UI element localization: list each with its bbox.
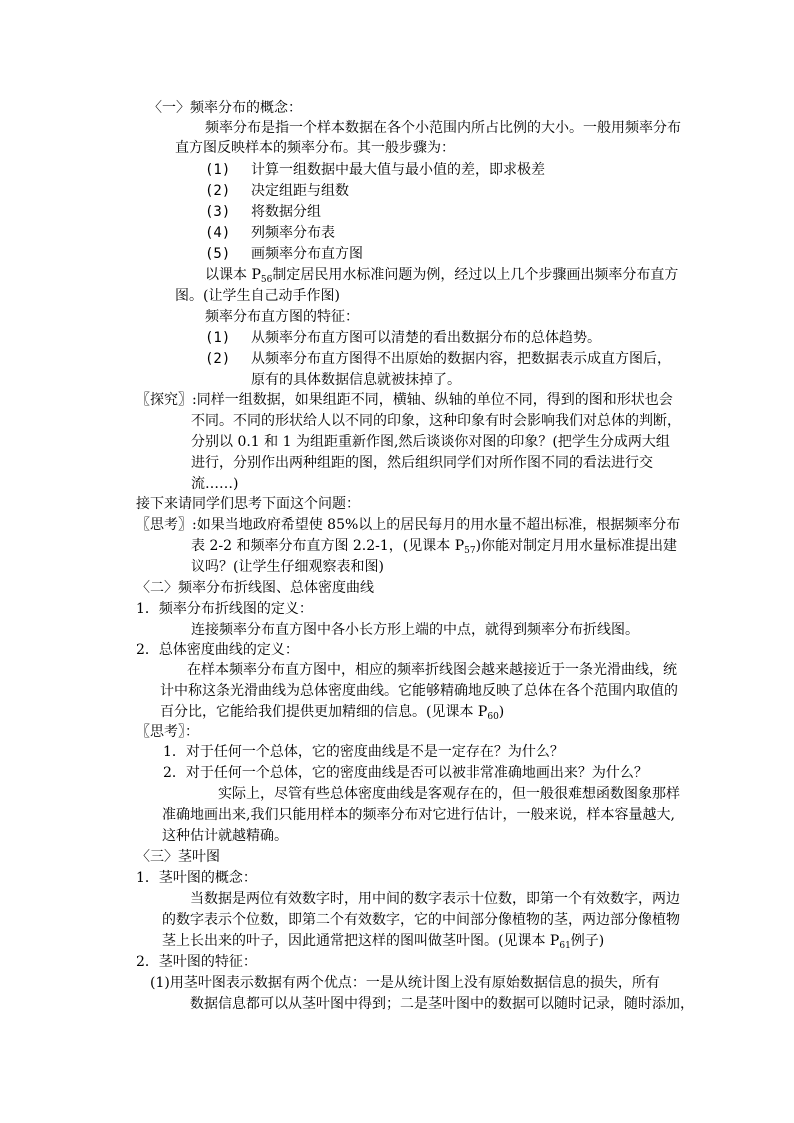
section-3-item-1-title: 1．茎叶图的概念： bbox=[136, 870, 257, 886]
answer-line-2: 准确地画出来,我们只能用样本的频率分布对它进行估计，一般来说，样本容量越大, bbox=[162, 807, 675, 823]
section-3-item-1-line-1: 当数据是两位有效数字时，用中间的数字表示十位数，即第一个有效数字，两边 bbox=[190, 891, 680, 907]
think-2-heading: 〖思考〗： bbox=[136, 724, 199, 740]
section-3-item-1-line-2: 的数字表示个位数，即第二个有效数字，它的中间部分像植物的茎，两边部分像植物 bbox=[162, 912, 680, 928]
section-1-heading: 〈一〉频率分布的概念： bbox=[148, 100, 302, 116]
section-2-item-2-line-1: 在样本频率分布直方图中，相应的频率折线图会越来越接近于一条光滑曲线，统 bbox=[187, 662, 677, 678]
step-text: 将数据分组 bbox=[251, 204, 321, 220]
example-line-2: 图。(让学生自己动手作图) bbox=[175, 288, 340, 304]
explore-line-5: 流……) bbox=[191, 476, 239, 492]
step-5 bbox=[205, 244, 363, 264]
explore-line-3: 分别以 0.1 和 1 为组距重新作图,然后谈谈你对图的印象？(把学生分成两大组 bbox=[191, 434, 670, 450]
feature-1 bbox=[205, 328, 601, 348]
example-text-post: 制定居民用水标准问题为例，经过以上几个步骤画出频率分布直方 bbox=[272, 267, 679, 283]
explore-line-2: 不同。不同的形状给人以不同的印象，这种印象有时会影响我们对总体的判断， bbox=[191, 413, 681, 429]
question-2: 2．对于任何一个总体，它的密度曲线是否可以被非常准确地画出来？为什么？ bbox=[163, 765, 648, 781]
transition-text: 接下来请同学们思考下面这个问题： bbox=[136, 496, 360, 512]
features-heading: 频率分布直方图的特征： bbox=[205, 309, 359, 325]
step-number: (2) bbox=[205, 183, 231, 199]
section-2-text-post: ) bbox=[498, 704, 505, 720]
section-3-text-post: 例子) bbox=[570, 933, 605, 949]
step-number: (4) bbox=[205, 225, 231, 241]
step-4 bbox=[205, 223, 335, 243]
step-2 bbox=[205, 181, 349, 201]
step-number: (3) bbox=[205, 204, 231, 220]
feature-text: 从频率分布直方图得不出原始的数据内容，把数据表示成直方图后， bbox=[251, 351, 671, 367]
section-3-heading: 〈三〉茎叶图 bbox=[136, 849, 220, 865]
section-2-text-pre: 百分比，它能给我们提供更加精细的信息。(见课本 P bbox=[160, 704, 488, 720]
section-1-definition-line-1: 频率分布是指一个样本数据在各个小范围内所占比例的大小。一般用频率分布 bbox=[205, 120, 681, 136]
section-2-item-2-title: 2．总体密度曲线的定义： bbox=[136, 642, 299, 658]
step-text: 决定组距与组数 bbox=[251, 183, 349, 199]
step-text: 画频率分布直方图 bbox=[251, 246, 363, 262]
step-text: 列频率分布表 bbox=[251, 225, 335, 241]
answer-line-3: 这种估计就越精确。 bbox=[162, 828, 288, 844]
think-text-post: )你能对制定月用水量标准提出建 bbox=[475, 538, 678, 554]
step-number: (1) bbox=[205, 162, 231, 178]
answer-line-1: 实际上，尽管有些总体密度曲线是客观存在的，但一般很难想函数图象那样 bbox=[218, 786, 680, 802]
feature-2-continuation: 原有的具体数据信息就被抹掉了。 bbox=[251, 372, 461, 388]
feature-text: 从频率分布直方图可以清楚的看出数据分布的总体趋势。 bbox=[251, 330, 601, 346]
section-3-item-2-line-2: 数据信息都可以从茎叶图中得到；二是茎叶图中的数据可以随时记录，随时添加， bbox=[190, 996, 694, 1012]
question-1: 1．对于任何一个总体，它的密度曲线是不是一定存在？为什么？ bbox=[163, 744, 564, 760]
step-text: 计算一组数据中最大值与最小值的差，即求极差 bbox=[251, 162, 545, 178]
feature-2 bbox=[205, 349, 671, 369]
feature-number: (1) bbox=[205, 330, 231, 346]
think-line-1: 〖思考〗:如果当地政府希望使 85%以上的居民每月的用水量不超出标准，根据频率分布 bbox=[136, 517, 681, 533]
feature-number: (2) bbox=[205, 351, 231, 367]
section-1-definition-line-2: 直方图反映样本的频率分布。其一般步骤为： bbox=[175, 140, 455, 156]
section-2-item-2-line-3 bbox=[160, 702, 504, 727]
section-2-item-1-title: 1．频率分布折线图的定义： bbox=[136, 601, 313, 617]
explore-line-1: 〖探究〗:同样一组数据，如果组距不同，横轴、纵轴的单位不同，得到的图和形状也会 bbox=[136, 392, 673, 408]
step-1 bbox=[205, 160, 545, 180]
think-line-3: 议吗？(让学生仔细观察表和图) bbox=[191, 559, 384, 575]
example-text-pre: 以课本 P bbox=[205, 267, 261, 283]
page-subscript: 56 bbox=[260, 275, 273, 285]
section-2-item-1-body: 连接频率分布直方图中各小长方形上端的中点，就得到频率分布折线图。 bbox=[191, 622, 639, 638]
page-subscript: 57 bbox=[464, 546, 476, 556]
step-3 bbox=[205, 202, 321, 222]
section-3-item-2-title: 2．茎叶图的特征： bbox=[136, 954, 257, 970]
step-number: (5) bbox=[205, 246, 231, 262]
page-subscript: 61 bbox=[559, 941, 571, 951]
explore-line-4: 进行，分别作出两种组距的图，然后组织同学们对所作图不同的看法进行交 bbox=[191, 455, 653, 471]
section-3-item-2-line-1: (1)用茎叶图表示数据有两个优点：一是从统计图上没有原始数据信息的损失，所有 bbox=[150, 975, 660, 991]
section-2-heading: 〈二〉频率分布折线图、总体密度曲线 bbox=[136, 580, 374, 596]
section-2-item-2-line-2: 计中称这条光滑曲线为总体密度曲线。它能够精确地反映了总体在各个范围内取值的 bbox=[160, 683, 678, 699]
think-text-pre: 表 2-2 和频率分布直方图 2.2-1，(见课本 P bbox=[191, 538, 465, 554]
page-subscript: 60 bbox=[487, 712, 499, 722]
section-3-text-pre: 茎上长出来的叶子，因此通常把这样的图叫做茎叶图。(见课本 P bbox=[162, 933, 560, 949]
